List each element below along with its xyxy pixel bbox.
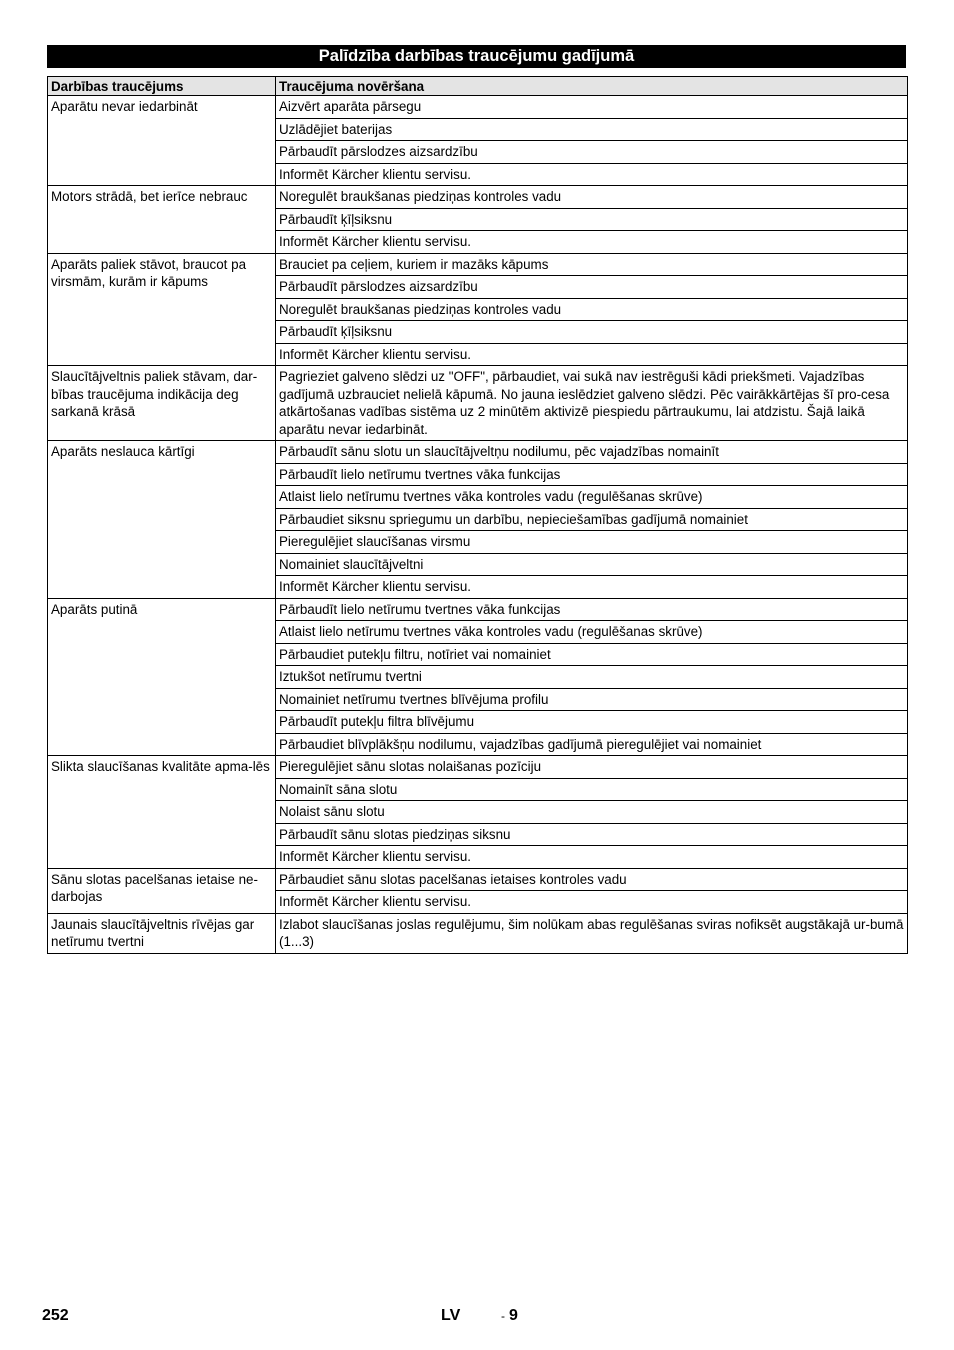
table-header-row xyxy=(48,77,908,96)
remedy-cell: Atlaist lielo netīrumu tvertnes vāka kontroles vadu (regulēšanas skrūve) xyxy=(276,486,908,509)
remedy-cell: Informēt Kärcher klientu servisu. xyxy=(276,231,908,254)
remedy-cell: Informēt Kärcher klientu servisu. xyxy=(276,343,908,366)
remedy-cell: Noregulēt braukšanas piedziņas kontroles vadu xyxy=(276,298,908,321)
remedy-cell: Izlabot slaucīšanas joslas regulējumu, šim nolūkam abas regulēšanas sviras nofiksēt augstākajā ur-bumā (1...3) xyxy=(276,913,908,953)
section-page-number: 9 xyxy=(509,1307,518,1324)
page-number: 252 xyxy=(42,1307,69,1324)
table-row xyxy=(48,868,908,891)
remedy-cell: Pārbaudīt pārslodzes aizsardzību xyxy=(276,276,908,299)
table-row xyxy=(48,756,908,779)
remedy-cell: Brauciet pa ceļiem, kuriem ir mazāks kāpums xyxy=(276,253,908,276)
remedy-cell: Pārbaudīt sānu slotu un slaucītājveltņu nodilumu, pēc vajadzības nomainīt xyxy=(276,441,908,464)
remedy-cell: Noregulēt braukšanas piedziņas kontroles vadu xyxy=(276,186,908,209)
troubleshooting-table xyxy=(47,76,908,954)
remedy-cell: Pārbaudīt sānu slotas piedziņas siksnu xyxy=(276,823,908,846)
remedy-cell: Nomainīt sāna slotu xyxy=(276,778,908,801)
table-row xyxy=(48,598,908,621)
table-row xyxy=(48,253,908,276)
remedy-cell: Pieregulējiet slaucīšanas virsmu xyxy=(276,531,908,554)
fault-cell: Sānu slotas pacelšanas ietaise ne-darbojas xyxy=(48,868,276,913)
remedy-cell: Informēt Kärcher klientu servisu. xyxy=(276,891,908,914)
remedy-cell: Pārbaudīt ķīļsiksnu xyxy=(276,208,908,231)
remedy-cell: Pārbaudīt ķīļsiksnu xyxy=(276,321,908,344)
header-remedy: Traucējuma novēršana xyxy=(276,77,908,96)
remedy-cell: Atlaist lielo netīrumu tvertnes vāka kontroles vadu (regulēšanas skrūve) xyxy=(276,621,908,644)
table-row xyxy=(48,913,908,953)
table-row xyxy=(48,96,908,119)
fault-cell: Motors strādā, bet ierīce nebrauc xyxy=(48,186,276,254)
table-row xyxy=(48,366,908,441)
table-body xyxy=(48,96,908,954)
fault-cell: Slaucītājveltnis paliek stāvam, dar-bības traucējuma indikācija deg sarkanā krāsā xyxy=(48,366,276,441)
remedy-cell: Informēt Kärcher klientu servisu. xyxy=(276,846,908,869)
fault-cell: Aparāts neslauca kārtīgi xyxy=(48,441,276,599)
remedy-cell: Pārbaudiet siksnu spriegumu un darbību, nepieciešamības gadījumā nomainiet xyxy=(276,508,908,531)
fault-cell: Aparātu nevar iedarbināt xyxy=(48,96,276,186)
remedy-cell: Pārbaudīt lielo netīrumu tvertnes vāka funkcijas xyxy=(276,598,908,621)
remedy-cell: Aizvērt aparāta pārsegu xyxy=(276,96,908,119)
remedy-cell: Pārbaudīt lielo netīrumu tvertnes vāka funkcijas xyxy=(276,463,908,486)
remedy-cell: Pārbaudiet sānu slotas pacelšanas ietaises kontroles vadu xyxy=(276,868,908,891)
table-row xyxy=(48,186,908,209)
remedy-cell: Nolaist sānu slotu xyxy=(276,801,908,824)
remedy-cell: Pārbaudīt pārslodzes aizsardzību xyxy=(276,141,908,164)
remedy-cell: Informēt Kärcher klientu servisu. xyxy=(276,576,908,599)
language-code: LV xyxy=(441,1307,461,1324)
fault-cell: Aparāts putinā xyxy=(48,598,276,756)
remedy-cell: Pagrieziet galveno slēdzi uz "OFF", pārbaudiet, vai sukā nav iestrēguši kādi priekšmeti. Vajadzības gadījumā uzbrauciet nelielā kāpumā. No jauna ieslēdziet galveno slēdzi. Pēc vairākkārtējas šī pro-cesa atkārtošanas vadības sistēma uz 2 minūtēm aktivizē piespiedu pārtraukumu, lai atdzistu. Šajā laikā aparātu nevar iedarbināt. xyxy=(276,366,908,441)
remedy-cell: Nomainiet netīrumu tvertnes blīvējuma profilu xyxy=(276,688,908,711)
remedy-cell: Uzlādējiet baterijas xyxy=(276,118,908,141)
remedy-cell: Pārbaudiet blīvplākšņu nodilumu, vajadzības gadījumā pieregulējiet vai nomainiet xyxy=(276,733,908,756)
remedy-cell: Informēt Kärcher klientu servisu. xyxy=(276,163,908,186)
remedy-cell: Pārbaudīt putekļu filtra blīvējumu xyxy=(276,711,908,734)
table-row xyxy=(48,441,908,464)
page-title: Palīdzība darbības traucējumu gadījumā xyxy=(47,45,906,68)
remedy-cell: Nomainiet slaucītājveltni xyxy=(276,553,908,576)
fault-cell: Jaunais slaucītājveltnis rīvējas gar netīrumu tvertni xyxy=(48,913,276,953)
remedy-cell: Pārbaudiet putekļu filtru, notīriet vai nomainiet xyxy=(276,643,908,666)
remedy-cell: Iztukšot netīrumu tvertni xyxy=(276,666,908,689)
fault-cell: Slikta slaucīšanas kvalitāte apma-lēs xyxy=(48,756,276,869)
fault-cell: Aparāts paliek stāvot, braucot pa virsmām, kurām ir kāpums xyxy=(48,253,276,366)
header-fault: Darbības traucējums xyxy=(48,77,276,96)
remedy-cell: Pieregulējiet sānu slotas nolaišanas pozīciju xyxy=(276,756,908,779)
footer-dash: - xyxy=(501,1309,505,1323)
